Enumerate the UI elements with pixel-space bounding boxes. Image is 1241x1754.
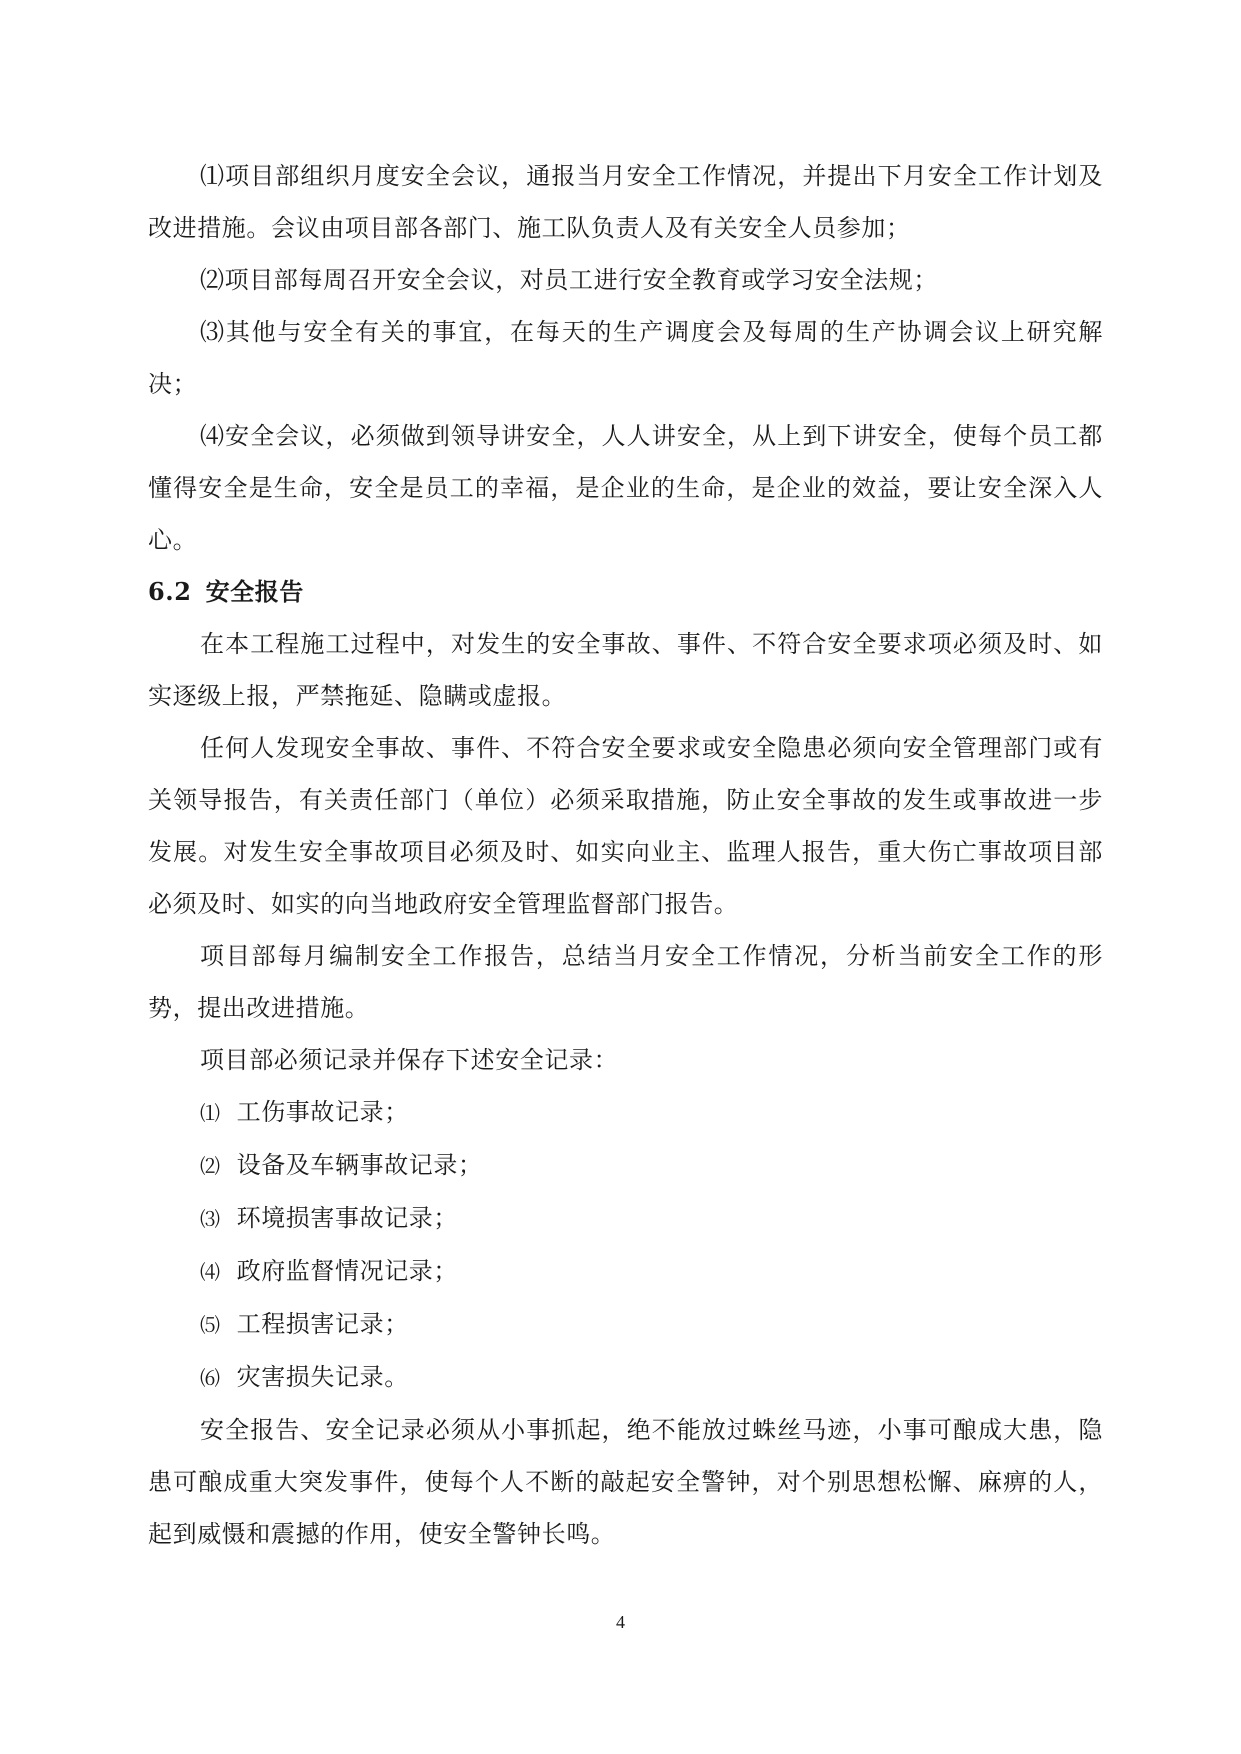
item-number: ⑴ xyxy=(200,1101,221,1125)
page-number: 4 xyxy=(616,1612,625,1632)
item-number: ⑶ xyxy=(200,318,226,346)
item-text: 其他与安全有关的事宜，在每天的生产调度会及每周的生产协调会议上研究解决； xyxy=(148,318,1103,398)
list-item xyxy=(148,150,1103,254)
item-number: ⑵ xyxy=(200,1154,221,1178)
item-text: 环境损害事故记录； xyxy=(236,1204,459,1232)
item-text: 工程损害记录； xyxy=(236,1310,409,1338)
section-heading xyxy=(148,566,1103,618)
record-item xyxy=(148,1192,1103,1245)
list-item xyxy=(148,254,1103,306)
item-number: ⑶ xyxy=(200,1207,221,1231)
record-item xyxy=(148,1298,1103,1351)
record-item xyxy=(148,1245,1103,1298)
section-title: 安全报告 xyxy=(205,577,304,606)
item-number: ⑵ xyxy=(200,266,225,294)
item-text: 安全会议，必须做到领导讲安全，人人讲安全，从上到下讲安全，使每个员工都懂得安全是生命，安全是员工的幸福，是企业的生命，是企业的效益，要让安全深入人心。 xyxy=(148,422,1104,554)
paragraph: 在本工程施工过程中，对发生的安全事故、事件、不符合安全要求项必须及时、如实逐级上报，严禁拖延、隐瞒或虚报。 xyxy=(148,630,1103,710)
item-text: 政府监督情况记录； xyxy=(236,1257,459,1285)
item-number: ⑴ xyxy=(200,162,226,190)
record-item xyxy=(148,1351,1103,1404)
record-item xyxy=(148,1086,1103,1139)
item-text: 灾害损失记录。 xyxy=(236,1363,409,1391)
item-text: 工伤事故记录； xyxy=(236,1098,409,1126)
item-text: 项目部组织月度安全会议，通报当月安全工作情况，并提出下月安全工作计划及改进措施。会议由项目部各部门、施工队负责人及有关安全人员参加； xyxy=(148,162,1104,242)
item-number: ⑷ xyxy=(200,422,226,450)
item-number: ⑹ xyxy=(200,1366,221,1390)
paragraph: 任何人发现安全事故、事件、不符合安全要求或安全隐患必须向安全管理部门或有关领导报告，有关责任部门（单位）必须采取措施，防止安全事故的发生或事故进一步发展。对发生安全事故项目必须及时、如实向业主、监理人报告，重大伤亡事故项目部必须及时、如实的向当地政府安全管理监督部门报告。 xyxy=(148,734,1103,918)
list-item xyxy=(148,410,1103,566)
closing-paragraph: 安全报告、安全记录必须从小事抓起，绝不能放过蛛丝马迹，小事可酿成大患，隐患可酿成重大突发事件，使每个人不断的敲起安全警钟，对个别思想松懈、麻痹的人，起到威慑和震撼的作用，使安全警钟长鸣。 xyxy=(148,1416,1103,1548)
section-number: 6.2 xyxy=(148,577,192,606)
document-page xyxy=(148,150,1103,1560)
item-text: 设备及车辆事故记录； xyxy=(236,1151,483,1179)
list-item xyxy=(148,306,1103,410)
item-number: ⑷ xyxy=(200,1260,221,1284)
paragraph: 项目部必须记录并保存下述安全记录： xyxy=(200,1046,619,1074)
item-number: ⑸ xyxy=(200,1313,221,1337)
item-text: 项目部每周召开安全会议，对员工进行安全教育或学习安全法规； xyxy=(224,266,939,294)
paragraph: 项目部每月编制安全工作报告，总结当月安全工作情况，分析当前安全工作的形势，提出改进措施。 xyxy=(148,942,1103,1022)
record-item xyxy=(148,1139,1103,1192)
